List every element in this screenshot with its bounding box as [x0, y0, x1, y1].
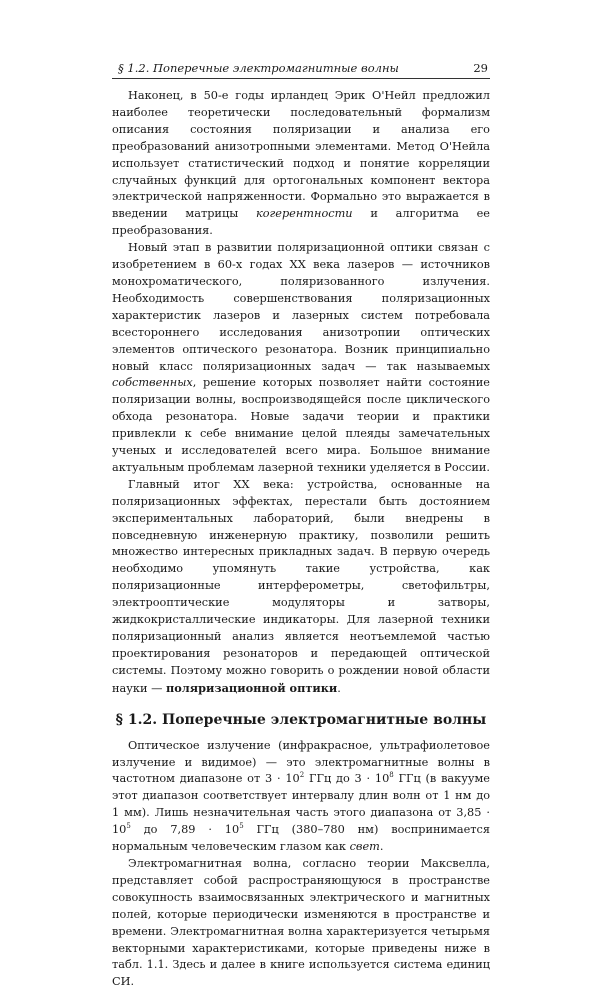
emphasis-coherence: когерентности [256, 207, 353, 221]
text-run: Оптическое излучение (инфракрасное, ультрафиолетовое излучение и видимое) — это электромагнитные волны в частотном диапазоне от 3 · 10 [112, 738, 490, 786]
section-heading: § 1.2. Поперечные электромагнитные волны [115, 711, 487, 728]
text-run: . [337, 681, 341, 695]
emphasis-light: свет [349, 840, 380, 854]
page-body [112, 88, 490, 991]
text-run: Главный итог XX века: устройства, основанные на поляризационных эффектах, перестали быть достоянием экспериментальных лабораторий, были внедрены в повседневную инженерную практику, позволили решить множество интересных прикладных задач. В первую очередь необходимо упомянуть такие устройства, как поляризационные интерферометры, светофильтры, электрооптические модуляторы и затворы, жидкокристаллические индикаторы. Для лазерной техники поляризационный анализ является неотъемлемой частью проектирования резонаторов и передающей оптической системы. Поэтому можно говорить о рождении новой области науки — [112, 477, 490, 695]
exponent: 8 [389, 771, 394, 780]
paragraph-lasers [112, 240, 490, 477]
exponent: 5 [239, 822, 244, 831]
paragraph-optical-radiation [112, 738, 490, 856]
text-run: и алгоритма ее преобразования. [112, 207, 490, 238]
text-run: Наконец, в 50-е годы ирландец Эрик О'Нейл предложил наиболее теоретически последовательный формализм описания состояния поляризации и анализа его преобразований анизотропными элементами. Метод О'Нейла использует статистический подход и понятие корреляции случайных функций для ортогональных компонент вектора электрической напряженности. Формально это выражается в введении матрицы [112, 89, 490, 221]
paragraph-em-wave: Электромагнитная волна, согласно теории Максвелла, представляет собой распространяющуюся в пространстве совокупность взаимосвязанных электрического и магнитных полей, которые периодически изменяются в пространстве и времени. Электромагнитная волна характеризуется четырьмя векторными характеристиками, которые приведены ниже в табл. 1.1. Здесь и далее в книге используется система единиц СИ. [112, 856, 490, 989]
text-run: ГГц (380–780 нм) воспринимается нормальным человеческим глазом как [112, 823, 490, 854]
text-run: . [379, 840, 384, 854]
running-header [112, 60, 490, 79]
text-run: Новый этап в развитии поляризационной оптики связан с изобретением в 60-х годах XX века лазеров — источников монохроматического, поляризованного излучения. Необходимость совершенствования поляризационных характеристик лазеров и лазерных систем потребовала всестороннего исследования анизотропии оптических элементов оптического резонатора. Возник принципиально новый класс поляризационных задач — так называемых [112, 241, 490, 373]
exponent: 2 [299, 771, 305, 780]
text-run: ГГц (в вакууме этот диапазон соответствует интервалу длин волн от 1 нм до 1 мм). Лишь незначительная часть этого диапазона от 3,85 · 10 [112, 772, 490, 837]
exponent: 5 [126, 822, 131, 831]
text-run: ГГц до 3 · 10 [304, 772, 390, 786]
paragraph-summary [112, 477, 490, 698]
bold-polarization-optics: поляризационной оптики [165, 680, 338, 695]
text-run: до 7,89 · 10 [130, 823, 240, 837]
running-title: § 1.2. Поперечные электромагнитные волны [118, 61, 399, 75]
emphasis-eigen: собственных [112, 376, 193, 390]
text-run: , решение которых позволяет найти состояние поляризации волны, воспроизводящейся после циклического обхода резонатора. Новые задачи теории и практики привлекли к себе внимание целой плеяды замечательных ученых и исследователей всего мира. Большое внимание актуальным проблемам лазерной техники уделяется в России. [112, 376, 490, 474]
page-number: 29 [473, 61, 488, 75]
paragraph-oneill [112, 88, 490, 240]
